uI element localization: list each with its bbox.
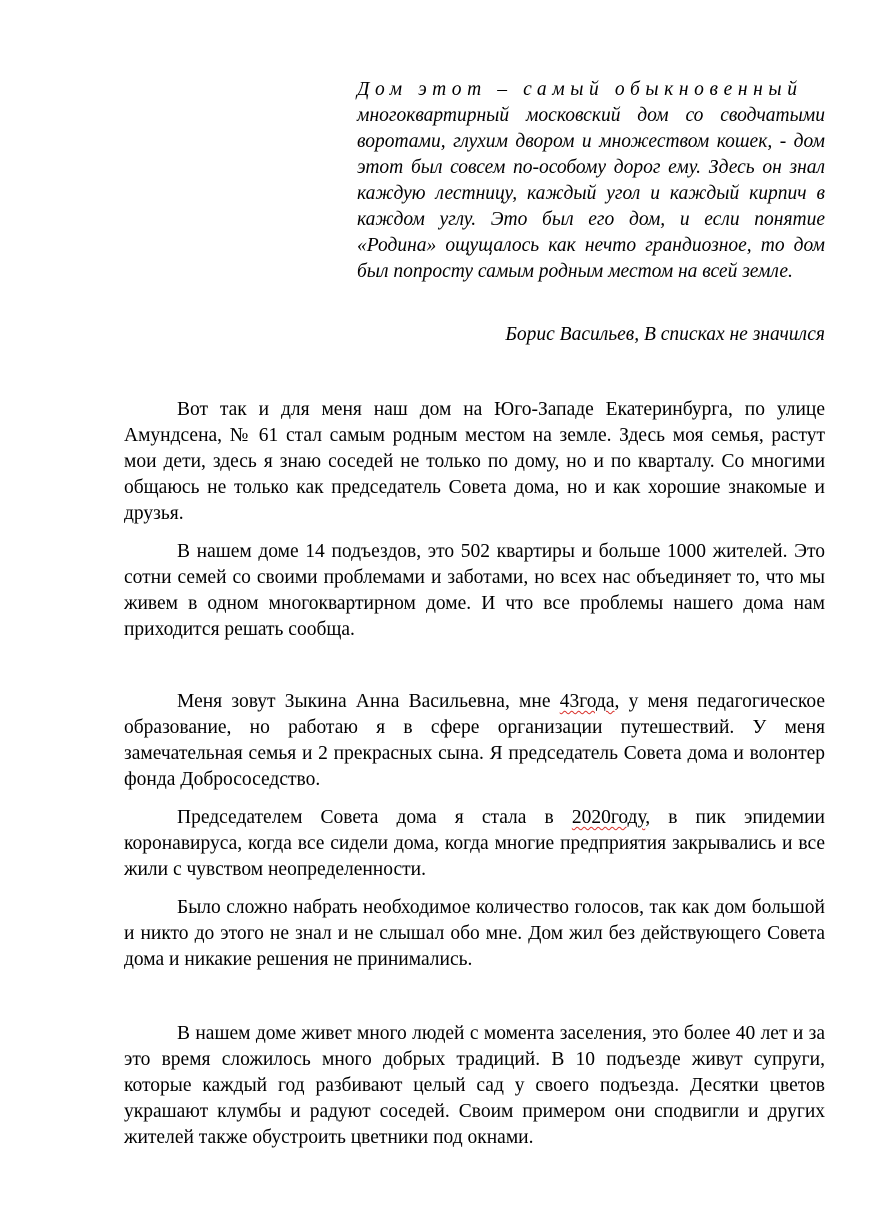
paragraph-building-stats: В нашем доме 14 подъездов, это 502 квартиры и больше 1000 жителей. Это сотни семей со своими проблемами и заботами, но всех нас объединяет то, что мы живем в одном многоквартирном доме. И что все проблемы нашего дома нам приходится решать сообща. (124, 541, 825, 640)
epigraph-first-line: Дом этот – самый обыкновенный (357, 79, 803, 100)
paragraph-chairman-end: , в пик эпидемии коронавируса, когда все сидели дома, когда многие предприятия закрывались и все жили с чувством неопределенности. (124, 807, 825, 880)
body-section-3 (124, 1021, 825, 1151)
epigraph-text: многоквартирный московский дом со сводчатыми воротами, глухим двором и множеством кошек, - дом этот был совсем по-особому дорог ему. Здесь он знал каждую лестницу, каждый угол и каждый кирпич в каждом углу. Это был его дом, и если понятие «Родина» ощущалось как нечто грандиозное, то дом был попросту самым родным местом на всей земле. (357, 105, 825, 282)
paragraph-home: Вот так и для меня наш дом на Юго-Западе Екатеринбурга, по улице Амундсена, № 61 стал самым родным местом на земле. Здесь моя семья, растут мои дети, здесь я знаю соседей не только по дому, но и по кварталу. Со многими общаюсь не только как председатель Совета дома, но и как хорошие знакомые и друзья. (124, 399, 825, 524)
spellcheck-marked-word[interactable]: 43года (559, 691, 615, 712)
paragraph-introduction-end: , у меня педагогическое образование, но работаю я в сфере организации путешествий. У меня замечательная семья и 2 прекрасных сына. Я председатель Совета дома и волонтер фонда Добрососедство. (124, 691, 825, 790)
body-section-1 (124, 397, 825, 643)
paragraph-voting: Было сложно набрать необходимое количество голосов, так как дом большой и никто до этого не знал и не слышал обо мне. Дом жил без действующего Совета дома и никакие решения не принимались. (124, 897, 825, 970)
epigraph-quote (357, 77, 825, 285)
epigraph-attribution: Борис Васильев, В списках не значился (505, 324, 825, 345)
paragraph-introduction (124, 689, 825, 793)
spellcheck-marked-word[interactable]: 2020году (571, 807, 646, 828)
paragraph-introduction-start: Меня зовут Зыкина Анна Васильевна, мне (177, 691, 560, 712)
paragraph-chairman (124, 805, 825, 883)
body-section-2 (124, 689, 825, 973)
paragraph-traditions: В нашем доме живет много людей с момента заселения, это более 40 лет и за это время сложилось много добрых традиций. В 10 подъезде живут супруги, которые каждый год разбивают целый сад у своего подъезда. Десятки цветов украшают клумбы и радуют соседей. Своим примером они сподвигли и других жителей также обустроить цветники под окнами. (124, 1023, 825, 1148)
paragraph-chairman-start: Председателем Совета дома я стала в (177, 807, 572, 828)
